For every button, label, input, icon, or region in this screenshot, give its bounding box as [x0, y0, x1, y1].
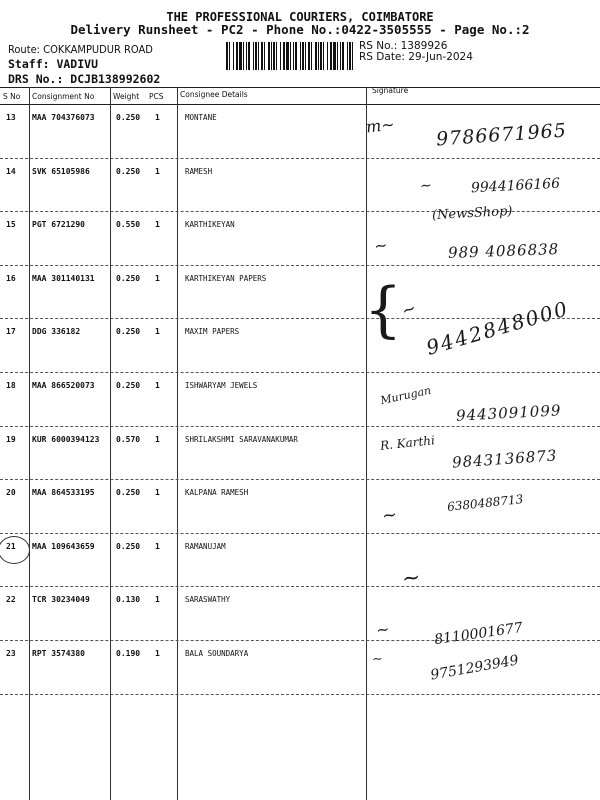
row-separator	[0, 694, 600, 695]
row-weight: 0.130	[116, 595, 141, 604]
rs-date: RS Date: 29-Jun-2024	[359, 51, 473, 63]
row-sno: 21	[6, 542, 16, 551]
row-consignee: RAMESH	[185, 167, 213, 176]
row-separator	[0, 158, 600, 159]
barcode-bar	[349, 42, 351, 70]
row-pcs: 1	[155, 488, 160, 497]
barcode-bar	[305, 42, 306, 70]
barcode-bar	[311, 42, 312, 70]
signature-scribble: m~	[365, 114, 396, 137]
col-header-pcs: PCS	[149, 92, 164, 101]
row-weight: 0.250	[116, 381, 141, 390]
barcode-bar	[258, 42, 259, 70]
barcode-bar	[236, 42, 238, 70]
row-weight: 0.250	[116, 167, 141, 176]
row-consignee: KARTHIKEYAN PAPERS	[185, 274, 267, 283]
row-weight: 0.190	[116, 649, 141, 658]
row-sno: 16	[6, 274, 16, 283]
row-consignment-no: TCR 30234049	[32, 595, 90, 604]
signature-scribble: ~	[398, 298, 420, 322]
row-sno: 18	[6, 381, 16, 390]
row-pcs: 1	[155, 327, 160, 336]
barcode-bar	[280, 42, 281, 70]
handwritten-phone: 8110001677	[433, 619, 524, 649]
row-sno: 13	[6, 113, 16, 122]
handwritten-phone: 6380488713	[446, 492, 524, 514]
barcode-bar	[302, 42, 304, 70]
row-separator	[0, 640, 600, 641]
rs-number: RS No.: 1389926	[359, 40, 448, 52]
runsheet-subtitle: Delivery Runsheet - PC2 - Phone No.:0422-3505555 - Page No.:2	[70, 22, 530, 37]
barcode-bar	[323, 42, 324, 70]
row-sno: 20	[6, 488, 16, 497]
handwritten-phone: 9786671965	[435, 119, 568, 151]
row-consignee: BALA SOUNDARYA	[185, 649, 249, 658]
signature-scribble: ~	[419, 177, 433, 195]
row-consignment-no: MAA 864533195	[32, 488, 95, 497]
barcode-bar	[283, 42, 285, 70]
barcode-bar	[233, 42, 234, 70]
row-weight: 0.250	[116, 327, 141, 336]
row-weight: 0.250	[116, 274, 141, 283]
barcode-bar	[308, 42, 310, 70]
signature-scribble: ~	[372, 235, 389, 256]
barcode-bar	[320, 42, 322, 70]
barcode-bar	[342, 42, 344, 70]
handwritten-name: Murugan	[379, 383, 433, 408]
row-separator	[0, 372, 600, 373]
barcode-bar	[290, 42, 291, 70]
row-consignment-no: SVK 65105986	[32, 167, 90, 176]
barcode-bar	[239, 42, 242, 70]
signature-scribble: ~	[380, 504, 399, 527]
col-header-sno: S No	[3, 92, 21, 101]
row-weight: 0.550	[116, 220, 141, 229]
handwritten-phone: 9843136873	[451, 446, 558, 472]
handwritten-phone: 9443091099	[455, 401, 562, 425]
barcode-bar	[276, 42, 277, 70]
row-sno: 22	[6, 595, 16, 604]
barcode-bar	[268, 42, 270, 70]
col-header-consignee: Consignee Details	[180, 90, 248, 99]
row-consignment-no: PGT 6721290	[32, 220, 85, 229]
barcode-bar	[243, 42, 244, 70]
row-sno: 14	[6, 167, 16, 176]
row-pcs: 1	[155, 595, 160, 604]
row-sno: 19	[6, 435, 16, 444]
row-separator	[0, 586, 600, 587]
row-consignee: ISHWARYAM JEWELS	[185, 381, 258, 390]
row-consignment-no: MAA 866520073	[32, 381, 95, 390]
barcode-bar	[330, 42, 332, 70]
barcode-bar	[340, 42, 341, 70]
row-consignment-no: MAA 109643659	[32, 542, 95, 551]
row-consignee: SARASWATHY	[185, 595, 231, 604]
col-header-consignment: Consignment No	[32, 92, 95, 101]
barcode-bar	[271, 42, 272, 70]
barcode-bar	[318, 42, 319, 70]
row-weight: 0.570	[116, 435, 141, 444]
row-consignee: MAXIM PAPERS	[185, 327, 240, 336]
row-consignment-no: MAA 301140131	[32, 274, 95, 283]
row-weight: 0.250	[116, 113, 141, 122]
row-pcs: 1	[155, 113, 160, 122]
brace-mark: {	[364, 275, 403, 345]
barcode-bar	[273, 42, 275, 70]
row-weight: 0.250	[116, 542, 141, 551]
drs-number: DRS No.: DCJB138992602	[8, 72, 161, 86]
barcode-bar	[248, 42, 250, 70]
barcode-bar	[300, 42, 301, 70]
row-pcs: 1	[155, 542, 160, 551]
row-separator	[0, 426, 600, 427]
row-consignment-no: KUR 6000394123	[32, 435, 100, 444]
row-separator	[0, 265, 600, 266]
barcode-bar	[337, 42, 338, 70]
hand-drawn-circle	[0, 536, 30, 564]
row-consignment-no: RPT 3574380	[32, 649, 85, 658]
row-pcs: 1	[155, 435, 160, 444]
table-header-rule	[0, 104, 600, 105]
signature-scribble: ~	[374, 619, 391, 640]
row-consignee: KALPANA RAMESH	[185, 488, 249, 497]
handwritten-phone: 9751293949	[429, 652, 520, 684]
barcode-bar	[295, 42, 297, 70]
barcode-bar	[229, 42, 230, 70]
signature-scribble: ~	[371, 651, 384, 668]
barcode-bar	[246, 42, 247, 70]
row-pcs: 1	[155, 274, 160, 283]
barcode-bar	[327, 42, 328, 70]
row-consignee: MONTANE	[185, 113, 217, 122]
handwritten-phone: 989 4086838	[447, 240, 560, 262]
barcode-bar	[293, 42, 294, 70]
row-pcs: 1	[155, 220, 160, 229]
barcode-bar	[286, 42, 289, 70]
barcode-bar	[352, 42, 353, 70]
row-separator	[0, 533, 600, 534]
row-sno: 17	[6, 327, 16, 336]
row-pcs: 1	[155, 167, 160, 176]
row-consignment-no: MAA 704376073	[32, 113, 95, 122]
barcode-bar	[333, 42, 336, 70]
row-sno: 15	[6, 220, 16, 229]
barcode-bar	[253, 42, 254, 70]
handwritten-name: R. Karthi	[379, 433, 436, 453]
row-sno: 23	[6, 649, 16, 658]
barcode-bar	[264, 42, 265, 70]
table-top-rule	[0, 87, 600, 88]
signature-scribble: ~	[400, 564, 423, 593]
staff-label: Staff: VADIVU	[8, 57, 99, 71]
row-consignment-no: DDG 336182	[32, 327, 81, 336]
row-consignee: KARTHIKEYAN	[185, 220, 235, 229]
barcode-bar	[315, 42, 317, 70]
handwritten-note: (NewsShop)	[431, 203, 513, 224]
row-separator	[0, 479, 600, 480]
col-header-signature: Signature	[372, 86, 409, 95]
row-consignee: SHRILAKSHMI SARAVANAKUMAR	[185, 435, 298, 444]
row-pcs: 1	[155, 649, 160, 658]
barcode-bar	[261, 42, 263, 70]
row-consignee: RAMANUJAM	[185, 542, 226, 551]
handwritten-phone: 9944166166	[470, 175, 561, 197]
col-header-weight: Weight	[113, 92, 140, 101]
row-weight: 0.250	[116, 488, 141, 497]
barcode-bar	[226, 42, 228, 70]
barcode-image	[226, 42, 354, 70]
handwritten-phone: 9442848000	[423, 296, 572, 360]
row-pcs: 1	[155, 381, 160, 390]
route-label: Route: COKKAMPUDUR ROAD	[8, 43, 153, 56]
company-title: THE PROFESSIONAL COURIERS, COIMBATORE	[166, 10, 434, 24]
barcode-bar	[255, 42, 257, 70]
barcode-bar	[347, 42, 348, 70]
